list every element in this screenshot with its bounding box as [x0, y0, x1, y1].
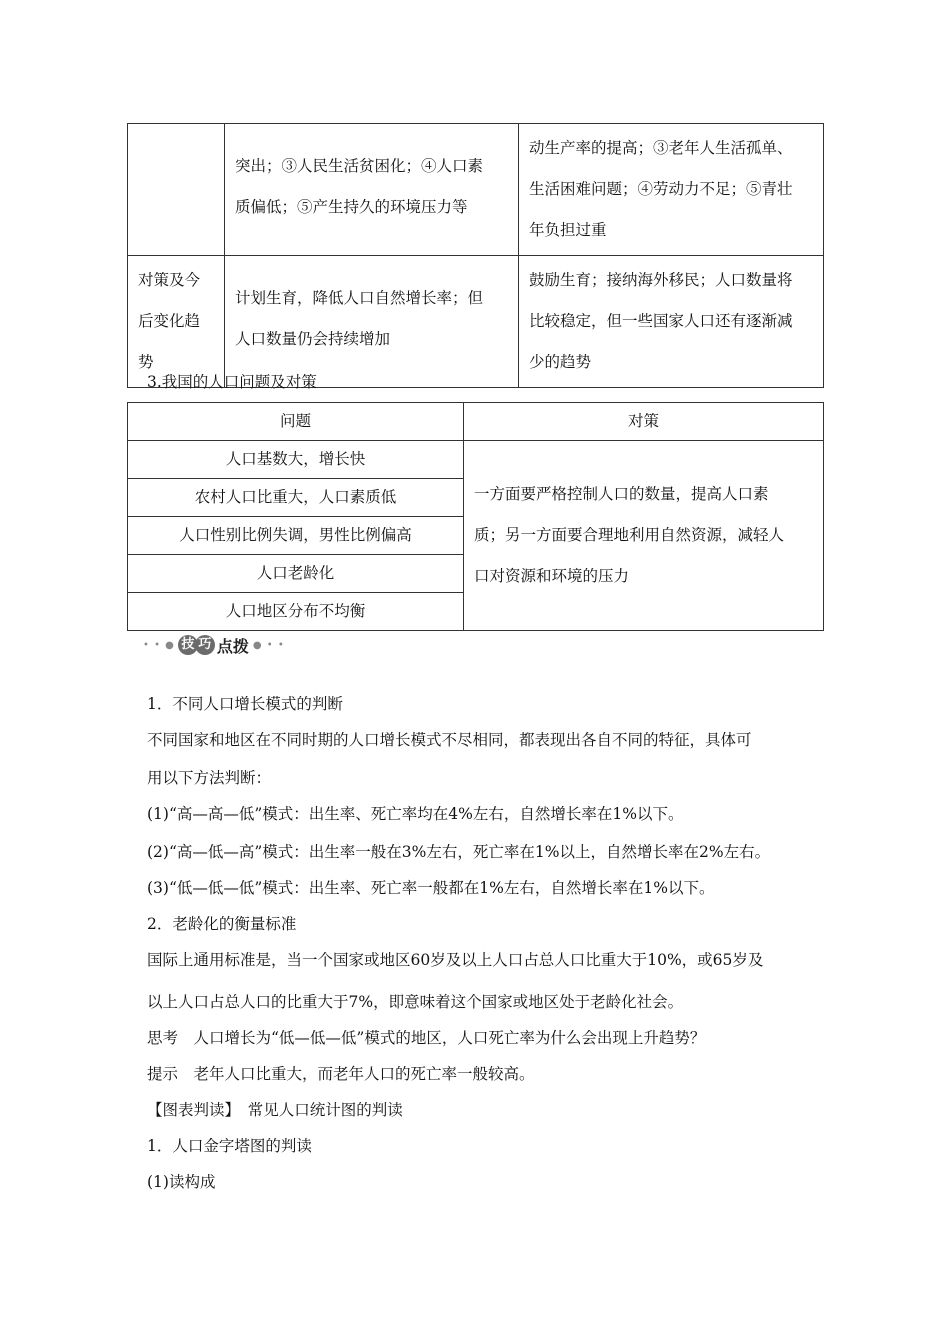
table-row: [128, 124, 824, 256]
cell-line: 质偏低；⑤产生持久的环境压力等: [235, 198, 468, 216]
cell-line: 少的趋势: [529, 353, 592, 371]
cell-line: 口对资源和环境的压力: [474, 567, 630, 585]
list-item: (3)“低—低—低”模式：出生率、死亡率一般都在1%左右，自然增长率在1%以下。: [147, 879, 715, 897]
paragraph: 国际上通用标准是，当一个国家或地区60岁及以上人口占总人口比重大于10%，或65岁及: [147, 951, 764, 969]
cell-line: 年负担过重: [529, 221, 607, 239]
cell-line: 质；另一方面要合理地利用自然资源，减轻人: [474, 526, 785, 544]
table-header-row: [128, 403, 824, 441]
cell-line: 动生产率的提高；③老年人生活孤单、: [529, 139, 793, 157]
cell-line: 鼓励生育；接纳海外移民；人口数量将: [529, 271, 793, 289]
think-question: 思考 人口增长为“低—低—低”模式的地区，人口死亡率为什么会出现上升趋势？: [147, 1029, 706, 1047]
problem-cell: 人口性别比例失调，男性比例偏高: [128, 517, 464, 555]
chart-reading-heading: 【图表判读】 常见人口统计图的判读: [147, 1101, 403, 1119]
paragraph: 以上人口占总人口的比重大于7%，即意味着这个国家或地区处于老龄化社会。: [147, 993, 684, 1011]
problem-policy-table: [127, 402, 824, 631]
badge-ball: 巧: [195, 635, 215, 655]
cell-line: 突出；③人民生活贫困化；④人口素: [235, 157, 484, 175]
cell-line: 对策及今: [138, 271, 201, 289]
problem-cell: 人口老龄化: [128, 555, 464, 593]
table-cell: [128, 124, 225, 256]
problem-cell: 农村人口比重大，人口素质低: [128, 479, 464, 517]
table-cell: [225, 256, 519, 388]
paragraph: 用以下方法判断：: [147, 769, 272, 787]
cell-line: 计划生育，降低人口自然增长率；但: [235, 289, 484, 307]
decorative-dots-icon: ● • •: [252, 639, 285, 651]
hint-answer: 提示 老年人口比重大，而老年人口的死亡率一般较高。: [147, 1065, 535, 1083]
header-problem: 问题: [128, 403, 464, 441]
tip-title: 2．老龄化的衡量标准: [147, 915, 297, 933]
badge-ball: 技: [178, 635, 198, 655]
tip-title: 1．不同人口增长模式的判断: [147, 695, 343, 713]
badge-text: 点拨: [216, 636, 249, 656]
cell-line: 人口数量仍会持续增加: [235, 330, 391, 348]
cell-line: 生活困难问题；④劳动力不足；⑤青壮: [529, 180, 793, 198]
paragraph: 不同国家和地区在不同时期的人口增长模式不尽相同，都表现出各自不同的特征，具体可: [147, 731, 752, 749]
table-row: [128, 441, 824, 479]
header-policy: 对策: [464, 403, 824, 441]
cell-line: 后变化趋: [138, 312, 201, 330]
list-item: (1)读构成: [147, 1173, 216, 1191]
cell-line: 比较稳定，但一些国家人口还有逐渐减: [529, 312, 793, 330]
comparison-table: [127, 123, 824, 388]
cell-line: 势: [138, 353, 154, 371]
list-item: (2)“高—低—高”模式：出生率一般在3%左右，死亡率在1%以上，自然增长率在2%左右。: [147, 843, 771, 861]
table-cell: [519, 124, 824, 256]
cell-line: 一方面要严格控制人口的数量，提高人口素: [474, 485, 769, 503]
list-item: (1)“高—高—低”模式：出生率、死亡率均在4%左右，自然增长率在1%以下。: [147, 805, 684, 823]
table-cell: [225, 124, 519, 256]
problem-cell: 人口基数大，增长快: [128, 441, 464, 479]
table-cell: [519, 256, 824, 388]
table-cell-label: [128, 256, 225, 388]
table-row: [128, 256, 824, 388]
tips-badge: [143, 632, 285, 658]
section-title: 3.我国的人口问题及对策: [147, 373, 317, 391]
problem-cell: 人口地区分布不均衡: [128, 593, 464, 631]
policy-cell: [464, 441, 824, 631]
subsection-title: 1．人口金字塔图的判读: [147, 1137, 312, 1155]
decorative-dots-icon: • • ●: [143, 639, 175, 651]
